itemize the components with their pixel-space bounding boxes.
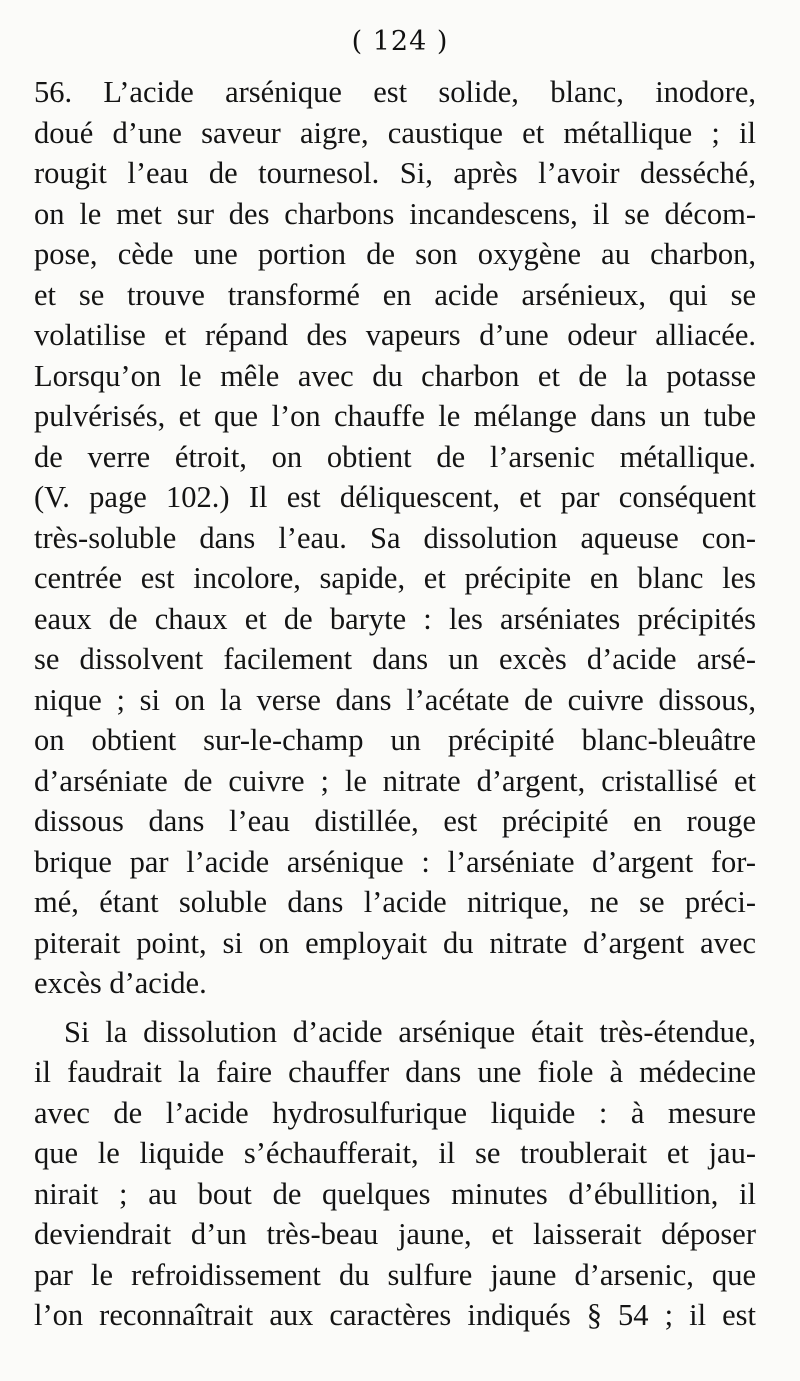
- text-line: pulvérisés, et que l’on chauffe le mélange dans un tube: [34, 399, 756, 433]
- text-line: rougit l’eau de tournesol. Si, après l’avoir desséché,: [34, 156, 756, 190]
- text-line: par le refroidissement du sulfure jaune d’arsenic, que: [34, 1257, 756, 1292]
- text-line: volatilise et répand des vapeurs d’une odeur alliacée.: [34, 318, 756, 352]
- text-line: deviendrait d’un très-beau jaune, et laisserait déposer: [34, 1217, 756, 1251]
- text-line: eaux de chaux et de baryte : les arséniates précipités: [34, 601, 756, 636]
- text-line: excès d’acide.: [34, 966, 207, 1000]
- text-line: centrée est incolore, sapide, et précipite en blanc les: [34, 561, 756, 595]
- text-line: de verre étroit, on obtient de l’arsenic métallique.: [34, 439, 756, 474]
- paragraph-spacer: [34, 1004, 756, 1012]
- text-line: nirait ; au bout de quelques minutes d’ébullition, il: [34, 1176, 756, 1211]
- text-line: se dissolvent facilement dans un excès d’acide arsé-: [34, 642, 756, 676]
- paragraph-1: [34, 72, 756, 1004]
- text-line: Si la dissolution d’acide arsénique était très-étendue,: [64, 1014, 756, 1049]
- body-text: [34, 72, 756, 1336]
- page-number: ( 124 ): [351, 26, 449, 57]
- text-line: et se trouve transformé en acide arsénieux, qui se: [34, 277, 756, 312]
- text-line: avec de l’acide hydrosulfurique liquide : à mesure: [34, 1095, 756, 1130]
- text-line: 56. L’acide arsénique est solide, blanc, inodore,: [34, 75, 756, 109]
- text-line: on obtient sur-le-champ un précipité blanc-bleuâtre: [34, 723, 756, 757]
- text-line: très-soluble dans l’eau. Sa dissolution aqueuse con-: [34, 520, 756, 555]
- text-line: nique ; si on la verse dans l’acétate de cuivre dissous,: [34, 682, 756, 717]
- text-line: Lorsqu’on le mêle avec du charbon et de la potasse: [34, 358, 756, 393]
- text-line: d’arséniate de cuivre ; le nitrate d’argent, cristallisé et: [34, 763, 756, 798]
- text-line: brique par l’acide arsénique : l’arséniate d’argent for-: [34, 844, 756, 879]
- text-line: (V. page 102.) Il est déliquescent, et par conséquent: [34, 480, 756, 514]
- text-line: pose, cède une portion de son oxygène au charbon,: [34, 237, 756, 271]
- text-line: mé, étant soluble dans l’acide nitrique, ne se préci-: [34, 885, 756, 919]
- paragraph-2: [34, 1012, 756, 1336]
- text-line: il faudrait la faire chauffer dans une fiole à médecine: [34, 1055, 756, 1089]
- text-line: l’on reconnaîtrait aux caractères indiqués § 54 ; il est: [34, 1298, 756, 1332]
- text-line: dissous dans l’eau distillée, est précipité en rouge: [34, 804, 756, 838]
- text-line: doué d’une saveur aigre, caustique et métallique ; il: [34, 115, 756, 150]
- text-line: que le liquide s’échaufferait, il se troublerait et jau-: [34, 1136, 756, 1170]
- text-line: on le met sur des charbons incandescens, il se décom-: [34, 196, 756, 231]
- text-line: piterait point, si on employait du nitrate d’argent avec: [34, 925, 756, 960]
